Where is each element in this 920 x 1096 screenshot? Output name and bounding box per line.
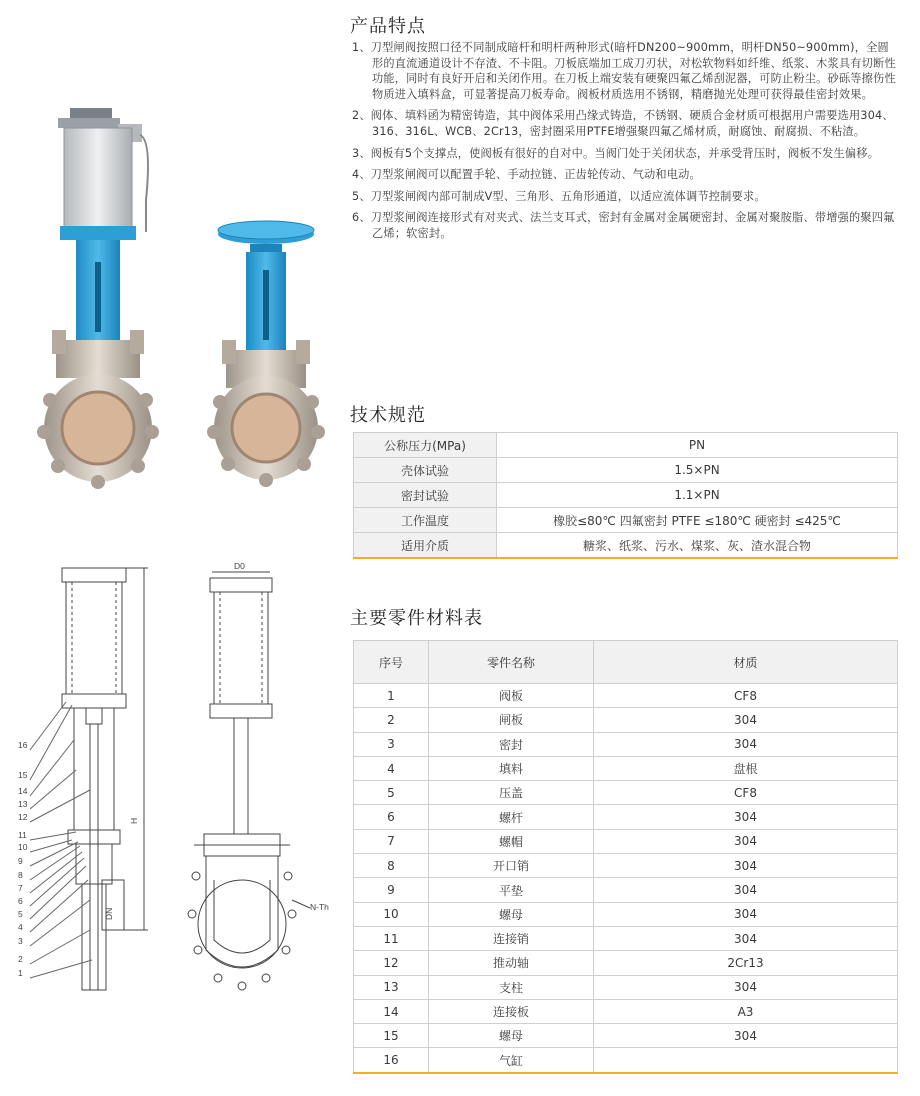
part-number: 7 [354,829,429,853]
part-label: 7 [18,883,23,893]
part-number-labels [18,740,139,978]
table-row [354,708,898,732]
part-number: 9 [354,878,429,902]
part-number: 15 [354,1024,429,1048]
table-row [354,508,898,533]
spec-title: 技术规范 [350,405,426,426]
table-row [354,1024,898,1048]
part-label: 16 [18,740,28,750]
front-elevation-drawing [188,572,310,990]
part-label: 6 [18,896,23,906]
part-name: 平垫 [429,878,594,902]
part-name: 密封 [429,732,594,756]
table-row [354,999,898,1023]
part-name: 螺母 [429,902,594,926]
spec-key: 壳体试验 [354,458,497,483]
table-row [354,732,898,756]
part-name: 螺母 [429,1024,594,1048]
feature-item: 5、刀型浆闸阀内部可制成V型、三角形、五角形通道，以适应流体调节控制要求。 [352,189,766,203]
part-name: 连接板 [429,999,594,1023]
part-name: 推动轴 [429,951,594,975]
part-label: 10 [18,842,28,852]
part-number: 14 [354,999,429,1023]
table-row [354,684,898,708]
part-material [594,1048,898,1073]
part-material: 304 [594,1024,898,1048]
table-row [354,805,898,829]
part-label: 13 [18,799,28,809]
part-number: 12 [354,951,429,975]
table-row [354,902,898,926]
part-name: 压盖 [429,781,594,805]
section-drawing [30,568,148,990]
spec-key: 工作温度 [354,508,497,533]
table-row [354,781,898,805]
part-name: 螺帽 [429,829,594,853]
spec-key: 适用介质 [354,533,497,559]
table-row [354,458,898,483]
part-material: 304 [594,805,898,829]
feature-item: 6、刀型浆闸阀连接形式有对夹式、法兰支耳式，密封有金属对金属硬密封、金属对聚胺脂、带增强的聚四氟乙烯；软密封。 [352,211,895,240]
part-label: 4 [18,922,23,932]
feature-item: 1、刀型闸阀按照口径不同制成暗杆和明杆两种形式(暗杆DN200~900mm，明杆DN50~900mm)，全圆形的直流通道设计不存渣、不卡阻。刀板底端加工成刀刃状，对松软物料如纤维、纸浆、木浆具有切断性功能，同时有良好开启和关闭作用。在刀板上端安装有硬聚四氟乙烯刮泥器，可防止粉尘。砂砾等擦伤性物质进入填料盒，可显著提高刀板寿命。阀板材质选用不锈钢，精磨抛光处理可获得最佳密封效果。 [352,41,896,101]
features-title: 产品特点 [350,16,426,37]
part-number: 11 [354,926,429,950]
part-label: 11 [18,830,27,840]
valve-illustrations [0,0,345,1092]
feature-item: 3、阀板有5个支撑点，使阀板有很好的自对中。当阀门处于关闭状态，并承受背压时，阀板不发生偏移。 [352,146,880,160]
part-material: 304 [594,926,898,950]
part-number: 16 [354,1048,429,1073]
part-material: 盘根 [594,756,898,780]
handwheel-valve-photo [207,221,325,487]
part-number: 1 [354,684,429,708]
part-material: CF8 [594,781,898,805]
spec-value: 1.5×PN [497,458,898,483]
part-material: 304 [594,902,898,926]
dimension-d0-label: D0 [234,561,245,571]
parts-table-body [354,684,898,1073]
features-list [352,40,898,248]
part-label: 5 [18,909,23,919]
part-material: 2Cr13 [594,951,898,975]
spec-key: 公称压力(MPa) [354,433,497,458]
feature-item: 4、刀型浆闸阀可以配置手轮、手动拉链、正齿轮传动、气动和电动。 [352,168,701,182]
table-row [354,533,898,559]
illustration-column [0,0,345,1092]
column-header: 零件名称 [429,641,594,684]
table-row [354,975,898,999]
dimension-dn-label: DN [104,907,114,920]
table-row [354,829,898,853]
spec-key: 密封试验 [354,483,497,508]
spec-value: 橡胶≤80℃ 四氟密封 PTFE ≤180℃ 硬密封 ≤425℃ [497,508,898,533]
part-number: 5 [354,781,429,805]
dimension-nth-label: N-Th [310,902,329,912]
part-name: 阀板 [429,684,594,708]
parts-title: 主要零件材料表 [350,608,483,629]
table-row [354,926,898,950]
part-name: 闸板 [429,708,594,732]
part-label: 8 [18,870,23,880]
part-label: 9 [18,856,23,866]
part-name: 连接销 [429,926,594,950]
spec-value: PN [497,433,898,458]
part-material: CF8 [594,684,898,708]
column-header: 序号 [354,641,429,684]
table-row [354,433,898,458]
part-material: 304 [594,975,898,999]
part-label: 12 [18,812,28,822]
spec-value: 糖浆、纸浆、污水、煤浆、灰、渣水混合物 [497,533,898,559]
dimension-h-label: H [129,817,139,824]
table-row [354,1048,898,1073]
part-number: 6 [354,805,429,829]
spec-value: 1.1×PN [497,483,898,508]
part-number: 10 [354,902,429,926]
table-row [354,878,898,902]
part-name: 螺杆 [429,805,594,829]
part-label: 2 [18,954,23,964]
table-row [354,483,898,508]
part-name: 支柱 [429,975,594,999]
table-row [354,854,898,878]
part-name: 开口销 [429,854,594,878]
part-name: 气缸 [429,1048,594,1073]
feature-item: 2、阀体、填料函为精密铸造，其中阀体采用凸缘式铸造，不锈钢、硬质合金材质可根据用户需要选用304、316、316L、WCB、2Cr13，密封圈采用PTFE增强聚四氟乙烯材质，耐腐蚀、耐腐损、不粘渣。 [352,109,894,138]
part-material: 304 [594,708,898,732]
part-number: 4 [354,756,429,780]
table-row [354,756,898,780]
part-number: 13 [354,975,429,999]
part-number: 8 [354,854,429,878]
part-number: 3 [354,732,429,756]
part-label: 3 [18,936,23,946]
table-row [354,951,898,975]
part-material: 304 [594,878,898,902]
spec-table [353,432,898,559]
part-material: 304 [594,829,898,853]
part-material: 304 [594,854,898,878]
parts-table [353,640,898,1074]
part-material: 304 [594,732,898,756]
column-header: 材质 [594,641,898,684]
part-label: 14 [18,786,28,796]
part-label: 15 [18,770,28,780]
pneumatic-valve-photo [37,108,159,489]
part-label: 1 [18,968,23,978]
part-material: A3 [594,999,898,1023]
part-name: 填料 [429,756,594,780]
table-header-row [354,641,898,684]
part-number: 2 [354,708,429,732]
